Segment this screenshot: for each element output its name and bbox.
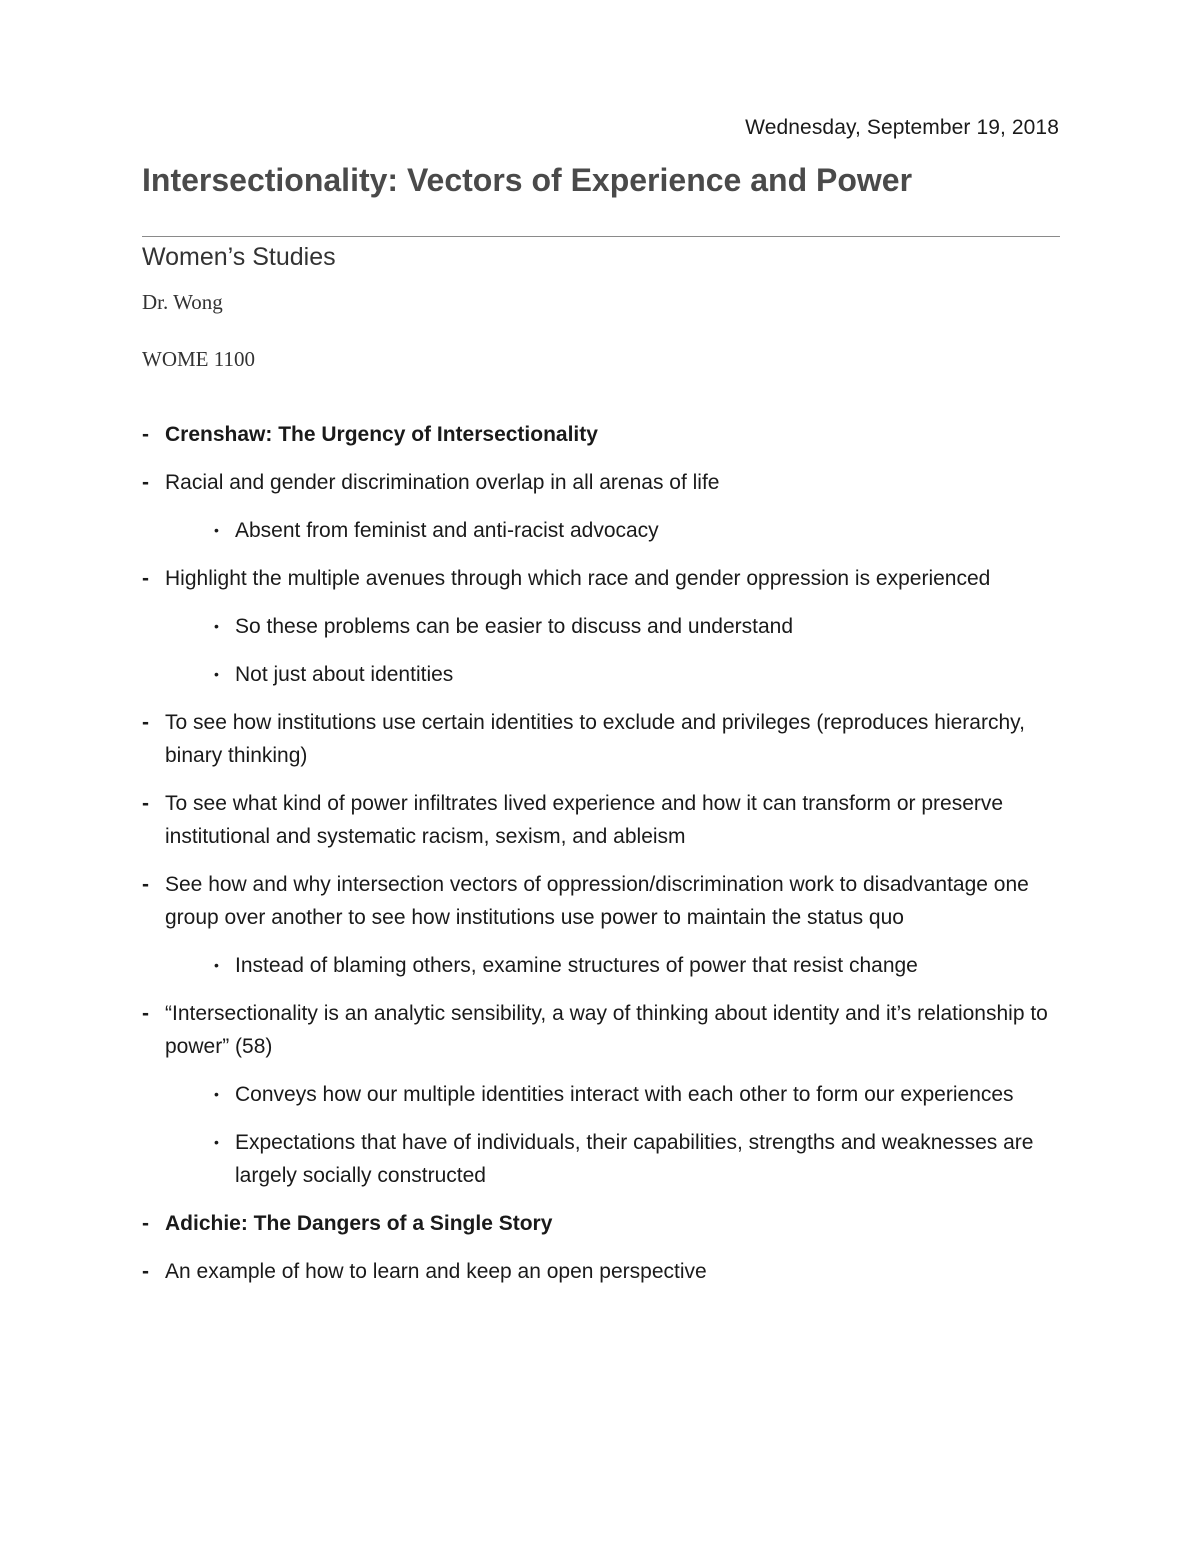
- dash-list-item: [142, 418, 1062, 451]
- dash-marker-icon: -: [142, 423, 149, 446]
- bullet-marker-icon: •: [214, 666, 219, 682]
- dash-list-item: [142, 868, 1062, 934]
- dash-marker-icon: -: [142, 792, 149, 815]
- dash-list-item: [142, 1207, 1062, 1240]
- sub-bullet-item: [142, 658, 1062, 691]
- sub-bullet-item: [142, 1078, 1062, 1111]
- note-text: Conveys how our multiple identities interact with each other to form our experiences: [235, 1083, 1014, 1106]
- dash-list-item: [142, 1255, 1062, 1288]
- dash-list-item: [142, 787, 1062, 853]
- bullet-marker-icon: •: [214, 957, 219, 973]
- section-heading: Crenshaw: The Urgency of Intersectionality: [165, 423, 598, 446]
- note-text: Highlight the multiple avenues through which race and gender oppression is experienced: [165, 567, 991, 590]
- dash-marker-icon: -: [142, 711, 149, 734]
- note-text: To see how institutions use certain identities to exclude and privileges (reproduces hierarchy, binary thinking): [165, 711, 1025, 767]
- dash-marker-icon: -: [142, 1002, 149, 1025]
- note-text: Not just about identities: [235, 663, 454, 686]
- bullet-marker-icon: •: [214, 618, 219, 634]
- dash-marker-icon: -: [142, 873, 149, 896]
- bullet-marker-icon: •: [214, 1086, 219, 1102]
- dash-marker-icon: -: [142, 471, 149, 494]
- note-text: An example of how to learn and keep an open perspective: [165, 1260, 707, 1283]
- note-text: See how and why intersection vectors of oppression/discrimination work to disadvantage one group over another to see how institutions use power to maintain the status quo: [165, 873, 1029, 929]
- bullet-marker-icon: •: [214, 1134, 219, 1150]
- dash-list-item: [142, 466, 1062, 499]
- course-name: Women’s Studies: [142, 243, 336, 271]
- note-text: Racial and gender discrimination overlap in all arenas of life: [165, 471, 720, 494]
- note-text: So these problems can be easier to discuss and understand: [235, 615, 794, 638]
- note-text: Expectations that have of individuals, their capabilities, strengths and weaknesses are largely socially constructed: [235, 1131, 1034, 1187]
- dash-marker-icon: -: [142, 567, 149, 590]
- dash-list-item: [142, 997, 1062, 1063]
- bullet-marker-icon: •: [214, 522, 219, 538]
- dash-list-item: [142, 706, 1062, 772]
- course-code: WOME 1100: [142, 347, 255, 371]
- note-date: Wednesday, September 19, 2018: [745, 116, 1059, 139]
- instructor-name: Dr. Wong: [142, 290, 223, 314]
- section-heading: Adichie: The Dangers of a Single Story: [165, 1212, 553, 1235]
- sub-bullet-item: [142, 1126, 1062, 1192]
- sub-bullet-item: [142, 514, 1062, 547]
- note-text: Instead of blaming others, examine structures of power that resist change: [235, 954, 918, 977]
- note-text: “Intersectionality is an analytic sensibility, a way of thinking about identity and it’s relationship to power” (58): [165, 1002, 1048, 1058]
- sub-bullet-item: [142, 949, 1062, 982]
- sub-bullet-item: [142, 610, 1062, 643]
- dash-marker-icon: -: [142, 1212, 149, 1235]
- notes-list: [142, 418, 1062, 1303]
- dash-marker-icon: -: [142, 1260, 149, 1283]
- title-divider: [142, 236, 1060, 237]
- note-text: Absent from feminist and anti-racist advocacy: [235, 519, 659, 542]
- note-text: To see what kind of power infiltrates lived experience and how it can transform or preserve institutional and systematic racism, sexism, and ableism: [165, 792, 1004, 848]
- dash-list-item: [142, 562, 1062, 595]
- page-title: Intersectionality: Vectors of Experience and Power: [142, 162, 913, 198]
